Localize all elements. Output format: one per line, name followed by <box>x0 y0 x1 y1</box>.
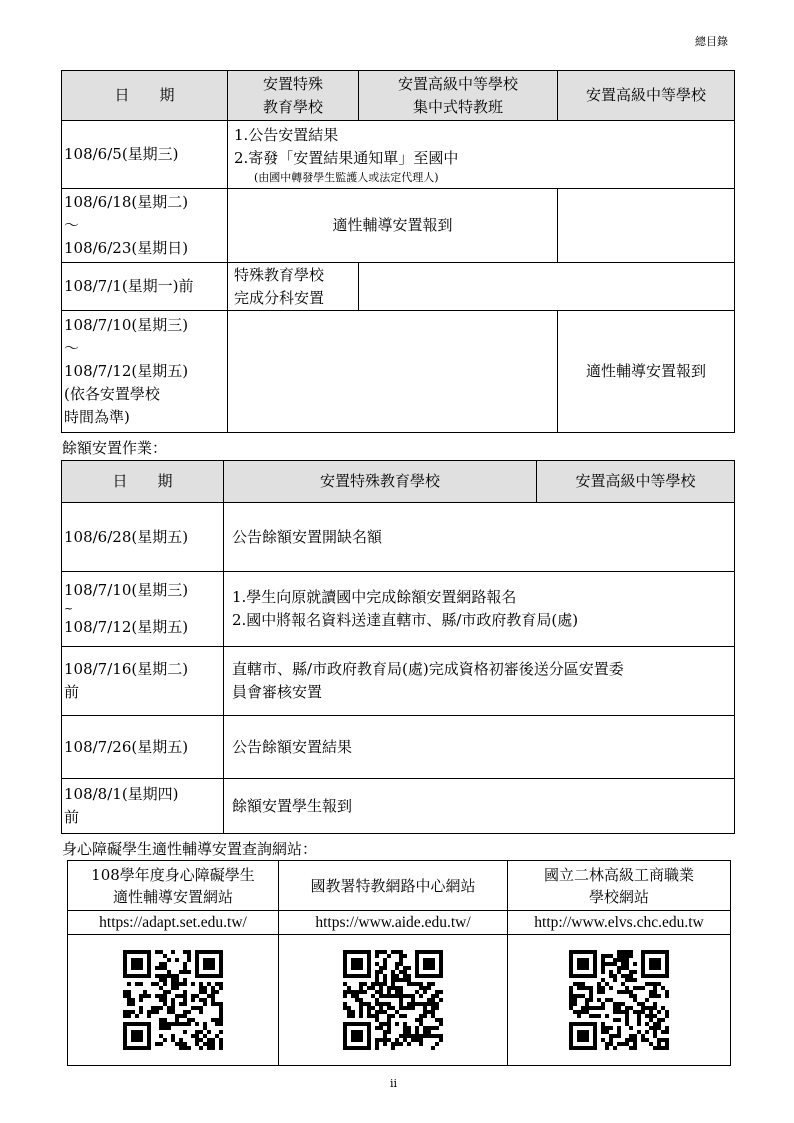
t2-date-line: 前 <box>64 683 80 701</box>
section-remaining-placement-title: 餘額安置作業： <box>62 439 168 457</box>
row4-date-line: 108/7/10(星期三) <box>64 316 189 334</box>
site3-url[interactable]: http://www.elvs.chc.edu.tw <box>508 911 731 935</box>
t2-content-line: 員會審核安置 <box>232 683 323 701</box>
t2-content-line: 1.學生向原就讀國中完成餘額安置網路報名 <box>232 588 517 606</box>
row4-date-line: 時間為準) <box>64 408 130 426</box>
site3-qr-cell <box>508 935 731 1066</box>
t2-date-line: 108/7/10(星期三) <box>64 581 189 599</box>
site-name-line: 108學年度身心障礙學生 <box>91 865 255 884</box>
t2-date-line: 108/6/28(星期五) <box>64 527 189 546</box>
row3-special-line: 完成分科安置 <box>234 288 325 307</box>
row3-empty <box>359 263 735 311</box>
qr-code-icon[interactable] <box>569 950 669 1050</box>
t2-header-date: 日 期 <box>62 461 224 503</box>
t2-row2-content <box>224 572 735 647</box>
websites-table <box>67 860 731 1066</box>
t2-content-line: 直轄市、縣/市政府教育局(處)完成資格初審後送分區安置委 <box>232 660 624 678</box>
row2-date-line: 108/6/18(星期二) <box>64 193 189 211</box>
header-special-school: 安置特殊 教育學校 <box>228 71 359 121</box>
row1-date: 108/6/5(星期三) <box>62 121 228 189</box>
t2-date-line: ~ <box>64 602 74 615</box>
t2-header-hs: 安置高級中等學校 <box>537 461 735 503</box>
row4-date-line: 108/7/12(星期五) <box>64 362 189 380</box>
row3-special-line: 特殊教育學校 <box>234 265 325 284</box>
t2-row3-content <box>224 647 735 716</box>
row1-item-2: 2.寄發「安置結果通知單」至國中 <box>234 148 459 167</box>
t2-row4-date <box>62 716 224 779</box>
t2-row2-date <box>62 572 224 647</box>
header-hs: 安置高級中等學校 <box>558 71 735 121</box>
row2-empty <box>558 189 735 263</box>
t2-row4-content <box>224 716 735 779</box>
t2-date-line: 108/7/26(星期五) <box>64 737 189 756</box>
site-name-line: 學校網站 <box>588 887 649 906</box>
t2-row5-content <box>224 779 735 834</box>
toc-label[interactable]: 總目錄 <box>695 35 728 48</box>
placement-schedule-table <box>61 70 735 433</box>
site2-name <box>279 861 508 911</box>
row4-last: 適性輔導安置報到 <box>558 311 735 433</box>
t2-date-line: 108/7/12(星期五) <box>64 618 189 636</box>
t2-row3-date <box>62 647 224 716</box>
t2-content-line: 2.國中將報名資料送達直轄市、縣/市政府教育局(處) <box>232 611 579 629</box>
row2-date <box>62 189 228 263</box>
row1-note: (由國中轉發學生監護人或法定代理人) <box>254 170 439 184</box>
section-websites-title: 身心障礙學生適性輔導安置查詢網站： <box>62 840 318 858</box>
site-name-line: 國立二林高級工商職業 <box>543 865 694 884</box>
qr-code-icon[interactable] <box>343 950 443 1050</box>
row4-empty <box>228 311 558 433</box>
t2-date-line: 108/8/1(星期四) <box>64 785 179 803</box>
t2-content-line: 公告餘額安置結果 <box>232 737 353 756</box>
header-date: 日 期 <box>62 71 228 121</box>
row3-special <box>228 263 359 311</box>
row4-date-line: ～ <box>64 339 80 357</box>
remaining-placement-table <box>61 460 735 834</box>
site2-qr-cell <box>279 935 508 1066</box>
row4-date <box>62 311 228 433</box>
site1-name <box>68 861 279 911</box>
qr-code-icon[interactable] <box>123 950 223 1050</box>
site-name-line: 國教署特教網路中心網站 <box>310 876 476 895</box>
page-number: ii <box>390 1077 398 1090</box>
row4-date-line: (依各安置學校 <box>64 385 160 403</box>
t2-row1-content <box>224 503 735 572</box>
t2-header-special: 安置特殊教育學校 <box>224 461 537 503</box>
row2-date-line: 108/6/23(星期日) <box>64 239 189 257</box>
site1-qr-cell <box>68 935 279 1066</box>
t2-content-line: 餘額安置學生報到 <box>232 796 353 815</box>
site3-name <box>508 861 731 911</box>
t2-row1-date <box>62 503 224 572</box>
t2-row5-date <box>62 779 224 834</box>
t2-date-line: 前 <box>64 808 80 826</box>
t2-date-line: 108/7/16(星期二) <box>64 660 189 678</box>
row1-content <box>228 121 735 189</box>
site2-url[interactable]: https://www.aide.edu.tw/ <box>279 911 508 935</box>
header-hs-special-class: 安置高級中等學校 集中式特教班 <box>359 71 558 121</box>
row3-date: 108/7/1(星期一)前 <box>62 263 228 311</box>
site-name-line: 適性輔導安置網站 <box>112 887 233 906</box>
row1-item-1: 1.公告安置結果 <box>234 125 339 144</box>
row2-merged: 適性輔導安置報到 <box>228 189 558 263</box>
row2-date-line: ～ <box>64 216 80 234</box>
site1-url[interactable]: https://adapt.set.edu.tw/ <box>68 911 279 935</box>
t2-content-line: 公告餘額安置開缺名額 <box>232 527 383 546</box>
